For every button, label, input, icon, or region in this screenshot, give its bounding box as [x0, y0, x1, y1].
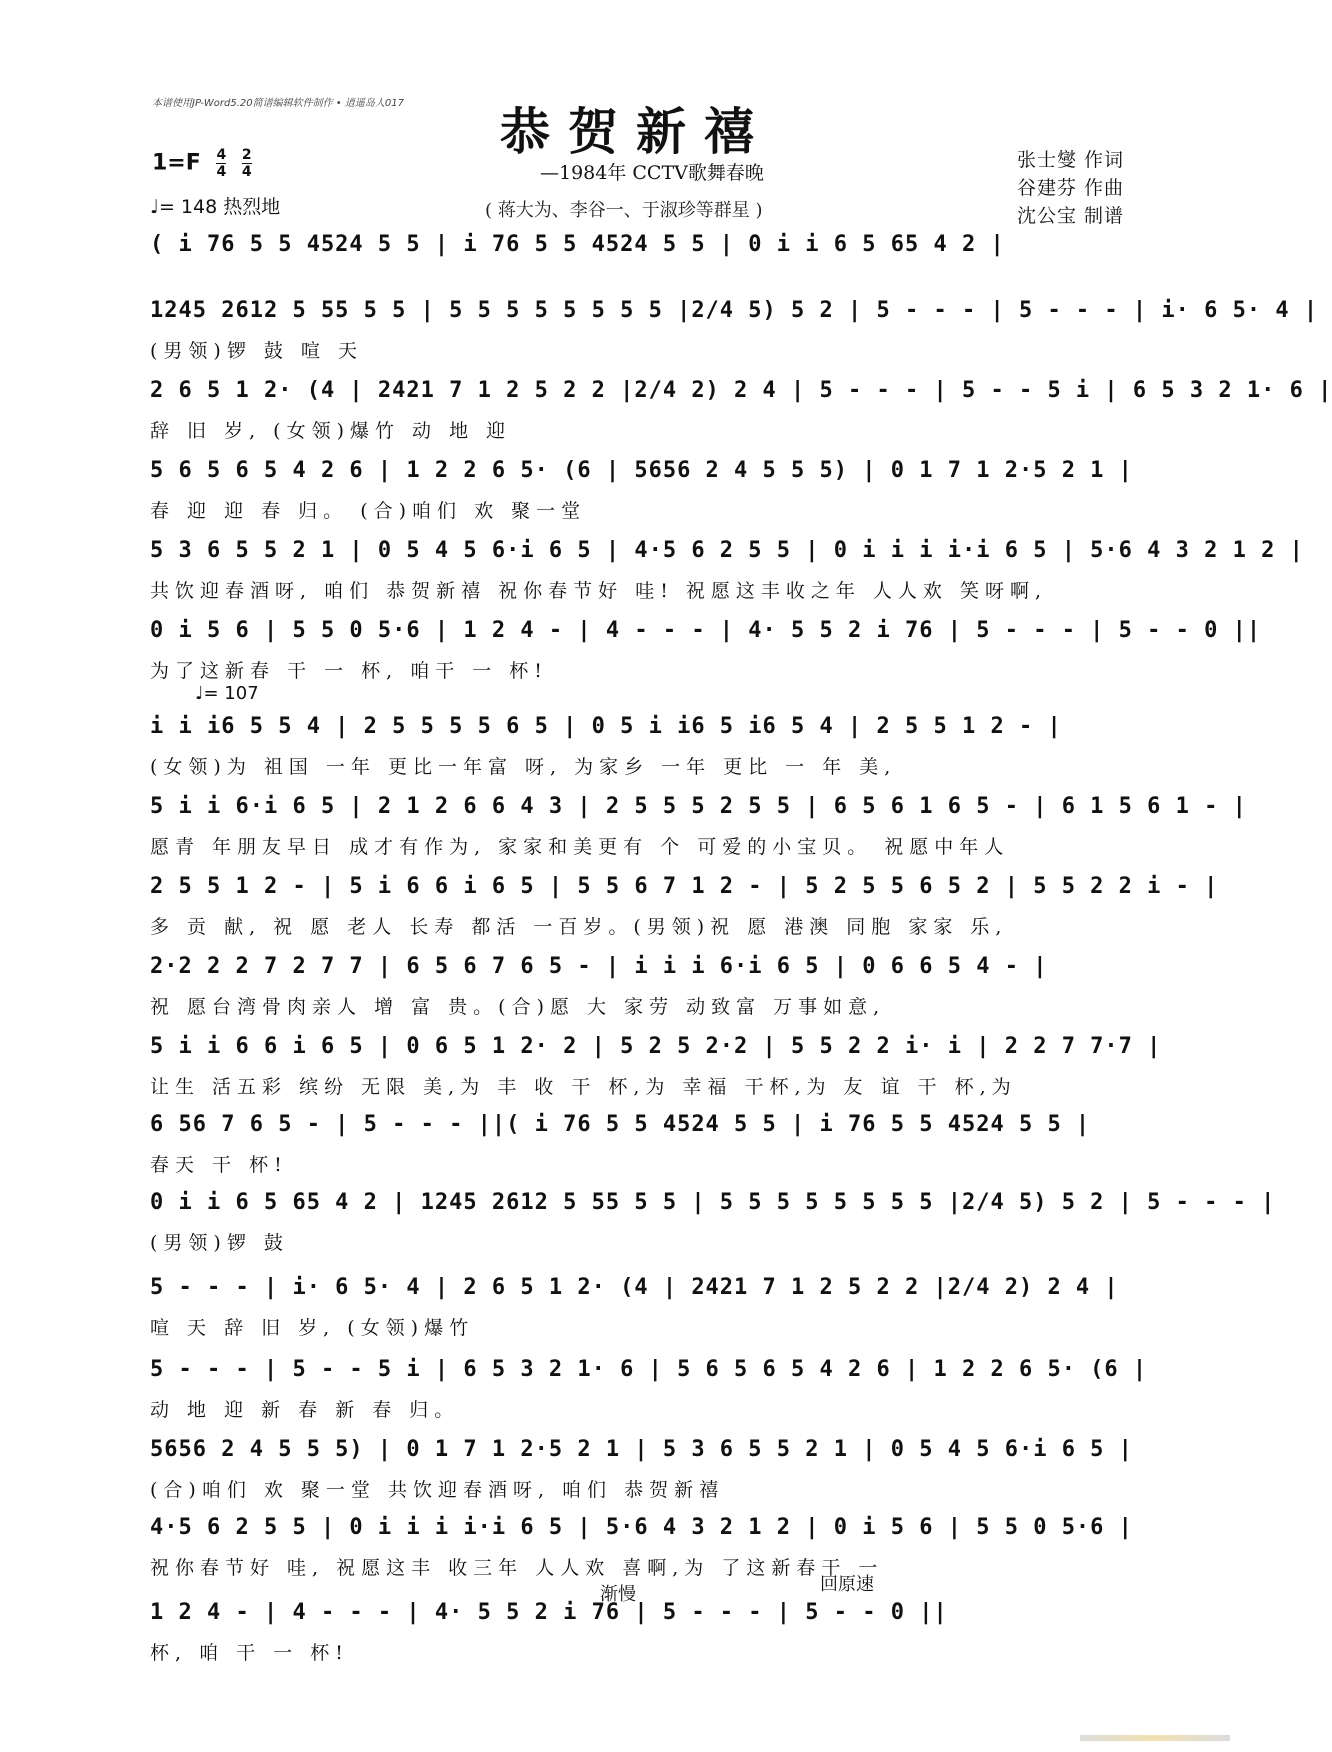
arranger: 沈公宝 制谱	[1017, 205, 1125, 227]
key-signature	[152, 148, 252, 179]
notes-line: 4·5 6 2 5 5 | 0 i i i i·i 6 5 | 5·6 4 3 2 1 2 | 0 i 5 6 | 5 5 0 5·6 |	[150, 1515, 1133, 1540]
notes-line: 5 6 5 6 5 4 2 6 | 1 2 2 6 5· (6 | 5656 2 4 5 5 5) | 0 1 7 1 2·5 2 1 |	[150, 458, 1133, 483]
software-credit: 本谱使用JP-Word5.20简谱编辑软件制作 • 逍遥岛人017	[152, 98, 404, 109]
lyrics-line: 祝 愿台湾骨肉亲人 增 富 贵。(合)愿 大 家劳 动致富 万事如意,	[150, 996, 886, 1018]
lyrics-line: 春 迎 迎 春 归。 (合)咱们 欢 聚一堂	[150, 500, 587, 522]
credits	[1017, 146, 1124, 230]
meter-2: $\frac{2}{4}$	[241, 147, 252, 180]
song-title: 恭贺新禧	[500, 102, 772, 161]
notes-line: 5 i i 6 6 i 6 5 | 0 6 5 1 2· 2 | 5 2 5 2·2 | 5 5 2 2 i· i | 2 2 7 7·7 |	[150, 1034, 1162, 1059]
notes-line: 6 56 7 6 5 - | 5 - - - ||( i 76 5 5 4524 5 5 | i 76 5 5 4524 5 5 |	[150, 1112, 1091, 1137]
composer: 谷建芬 作曲	[1017, 177, 1125, 199]
lyrics-line: 多 贡 献, 祝 愿 老人 长寿 都活 一百岁。(男领)祝 愿 港澳 同胞 家家 乐,	[150, 916, 1008, 938]
lyrics-line: 杯, 咱 干 一 杯!	[150, 1642, 349, 1664]
lyrics-line: (男领)锣 鼓	[150, 1232, 289, 1254]
lyrics-line: 为了这新春 干 一 杯, 咱干 一 杯!	[150, 660, 548, 682]
lyrics-line: 祝你春节好 哇, 祝愿这丰 收三年 人人欢 喜啊,为 了这新春干 一	[150, 1557, 884, 1579]
lyrics-line: 愿青 年朋友早日 成才有作为, 家家和美更有 个 可爱的小宝贝。 祝愿中年人	[150, 836, 1010, 858]
notes-line: 2 5 5 1 2 - | 5 i 6 6 i 6 5 | 5 5 6 7 1 2 - | 5 2 5 5 6 5 2 | 5 5 2 2 i - |	[150, 874, 1219, 899]
lyrics-line: 辞 旧 岁, (女领)爆竹 动 地 迎	[150, 420, 512, 442]
meter-1: $\frac{4}{4}$	[216, 147, 227, 180]
lyrics-line: 喧 天 辞 旧 岁, (女领)爆竹	[150, 1317, 475, 1339]
slower-tempo-mark: ♩= 107	[195, 683, 259, 704]
tempo-marking: ♩= 148 热烈地	[150, 196, 281, 218]
notes-line: 2 6 5 1 2· (4 | 2421 7 1 2 5 2 2 |2/4 2) 2 4 | 5 - - - | 5 - - 5 i | 6 5 3 2 1· 6 |	[150, 378, 1332, 403]
notes-line: 0 i i 6 5 65 4 2 | 1245 2612 5 55 5 5 | 5 5 5 5 5 5 5 5 |2/4 5) 5 2 | 5 - - - |	[150, 1190, 1276, 1215]
notes-line: 0 i 5 6 | 5 5 0 5·6 | 1 2 4 - | 4 - - - | 4· 5 5 2 i 76 | 5 - - - | 5 - - 0 ||	[150, 618, 1262, 643]
notes-line: 1245 2612 5 55 5 5 | 5 5 5 5 5 5 5 5 |2/4 5) 5 2 | 5 - - - | 5 - - - | i· 6 5· 4 |	[150, 298, 1319, 323]
ritardando-mark: 渐慢	[600, 1584, 636, 1605]
lyrics-line: 共饮迎春酒呀, 咱们 恭贺新禧 祝你春节好 哇! 祝愿这丰收之年 人人欢 笑呀啊,	[150, 580, 1047, 602]
notes-line: 1 2 4 - | 4 - - - | 4· 5 5 2 i 76 | 5 - - - | 5 - - 0 ||	[150, 1600, 948, 1625]
lyrics-line: (合)咱们 欢 聚一堂 共饮迎春酒呀, 咱们 恭贺新禧	[150, 1479, 725, 1501]
lyrics-line: (女领)为 祖国 一年 更比一年富 呀, 为家乡 一年 更比 一 年 美,	[150, 756, 897, 778]
lyrics-line: 春天 干 杯!	[150, 1154, 288, 1176]
key-label: 1=F	[152, 150, 201, 176]
notes-line: ( i 76 5 5 4524 5 5 | i 76 5 5 4524 5 5 | 0 i i 6 5 65 4 2 |	[150, 232, 1005, 257]
lyrics-line: 动 地 迎 新 春 新 春 归。	[150, 1399, 460, 1421]
notes-line: 2·2 2 2 7 2 7 7 | 6 5 6 7 6 5 - | i i i 6·i 6 5 | 0 6 6 5 4 - |	[150, 954, 1048, 979]
notes-line: 5 i i 6·i 6 5 | 2 1 2 6 6 4 3 | 2 5 5 5 2 5 5 | 6 5 6 1 6 5 - | 6 1 5 6 1 - |	[150, 794, 1247, 819]
notes-line: 5 3 6 5 5 2 1 | 0 5 4 5 6·i 6 5 | 4·5 6 2 5 5 | 0 i i i i·i 6 5 | 5·6 4 3 2 1 2 |	[150, 538, 1304, 563]
notes-line: 5 - - - | i· 6 5· 4 | 2 6 5 1 2· (4 | 2421 7 1 2 5 2 2 |2/4 2) 2 4 |	[150, 1275, 1119, 1300]
notes-line: 5 - - - | 5 - - 5 i | 6 5 3 2 1· 6 | 5 6 5 6 5 4 2 6 | 1 2 2 6 5· (6 |	[150, 1357, 1148, 1382]
lyricist: 张士燮 作词	[1017, 149, 1125, 171]
lyrics-line: 让生 活五彩 缤纷 无限 美,为 丰 收 干 杯,为 幸福 干杯,为 友 谊 干 杯,为	[150, 1076, 1017, 1098]
notes-line: 5656 2 4 5 5 5) | 0 1 7 1 2·5 2 1 | 5 3 6 5 5 2 1 | 0 5 4 5 6·i 6 5 |	[150, 1437, 1133, 1462]
performers: ( 蒋大为、李谷一、于淑珍等群星 )	[485, 200, 763, 221]
song-subtitle: —1984年 CCTV歌舞春晚	[540, 162, 764, 184]
notes-line: i i i6 5 5 4 | 2 5 5 5 5 6 5 | 0 5 i i6 5 i6 5 4 | 2 5 5 1 2 - |	[150, 714, 1062, 739]
lyrics-line: (男领)锣 鼓 喧 天	[150, 340, 363, 362]
a-tempo-mark: 回原速	[820, 1574, 874, 1595]
footer-watermark	[1080, 1735, 1230, 1741]
